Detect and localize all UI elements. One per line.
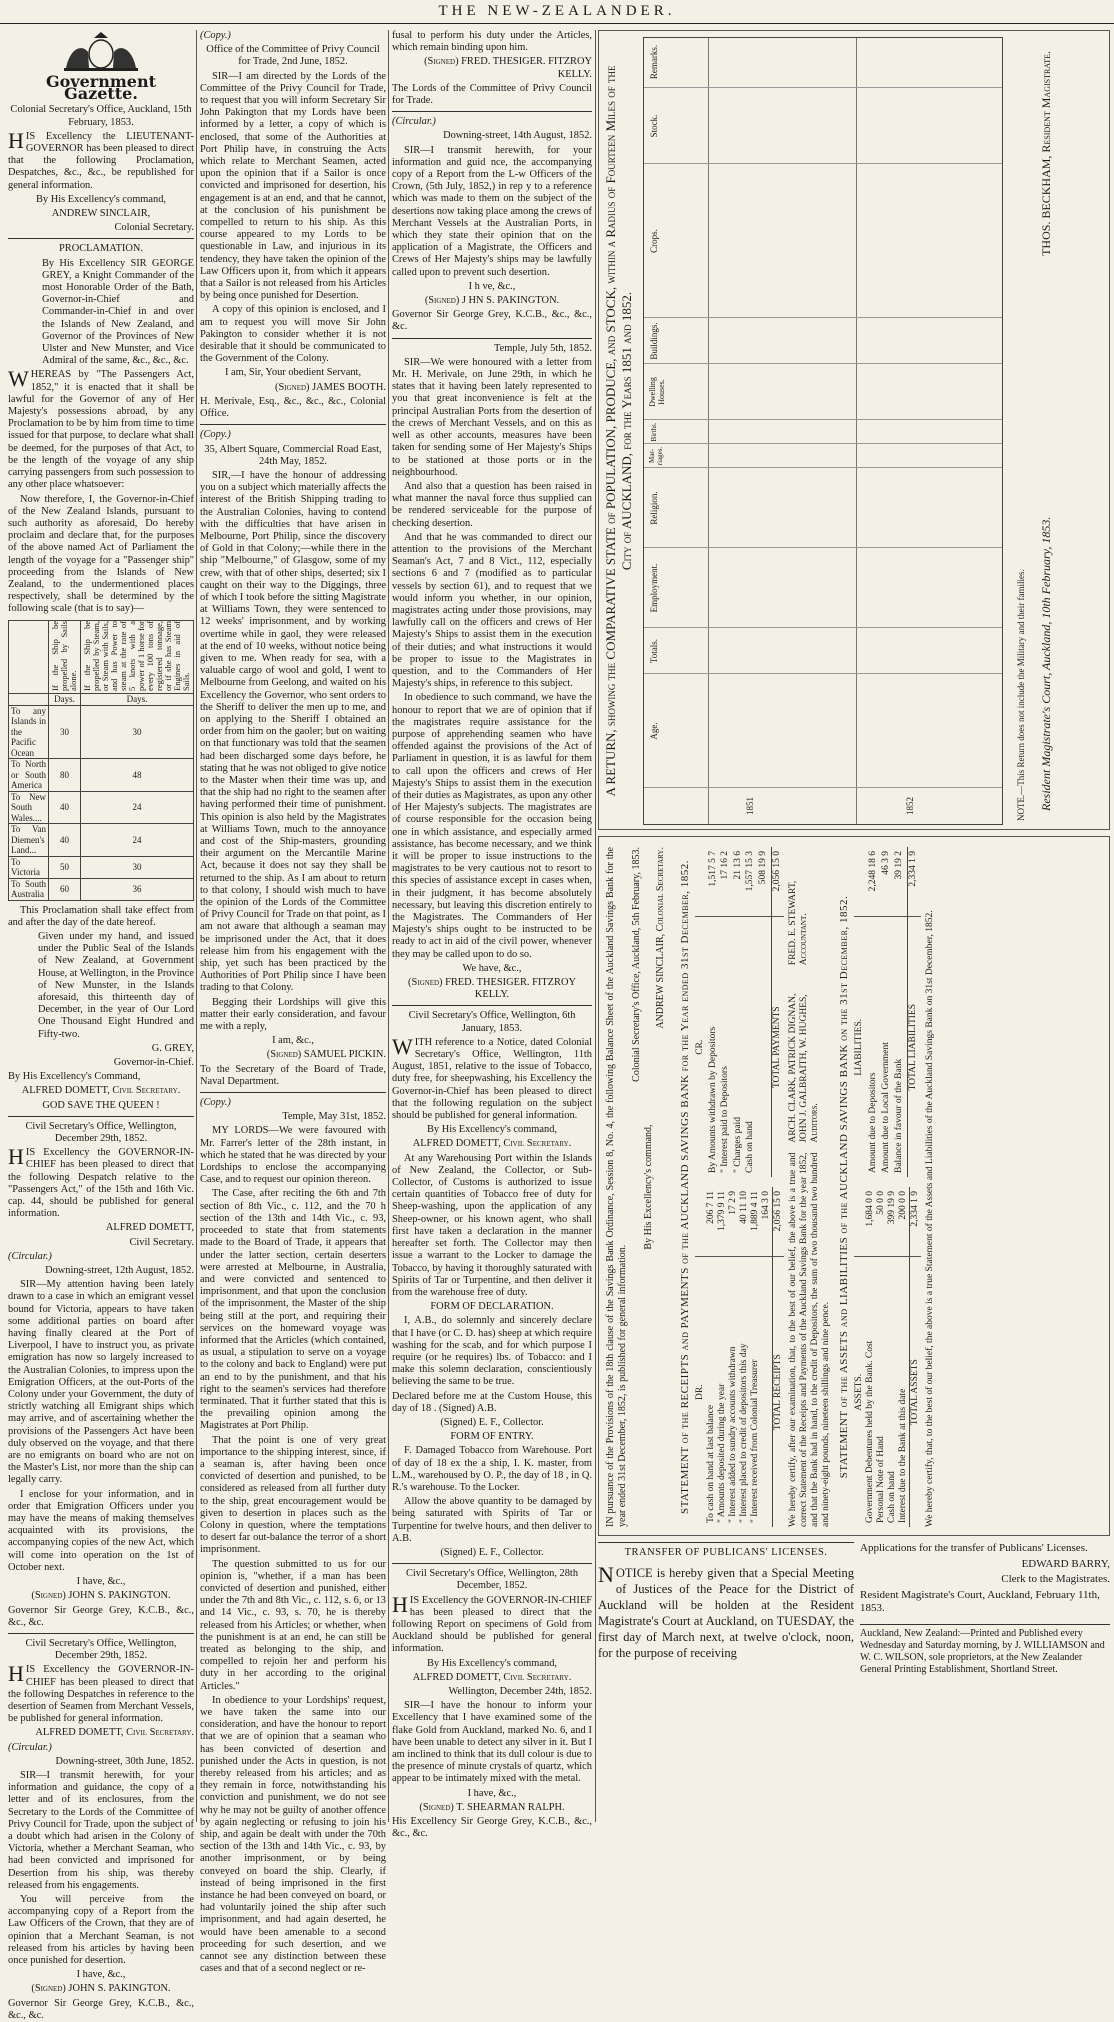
grid-line (644, 363, 1002, 364)
liabilities-table (854, 847, 921, 1177)
group-label: Births. (650, 422, 658, 442)
grid-line (644, 419, 1002, 420)
letter-body: I enclose for your information, and in order that Emigration Officers under you may have the means of making themselves acquainted with its provisions, the accompanying copies of the new Act, which will come into operation on the 1st of October next. (8, 1488, 194, 1573)
column-2 (200, 30, 386, 1975)
form-signature: (Signed) E. F., Collector. (440, 1546, 544, 1558)
dateline: Civil Secretary's Office, Wellington, 6th January, 1853. (408, 1010, 576, 1034)
dateline: Civil Secretary's Office, Wellington, December 29th, 1852. (25, 1637, 177, 1662)
letter-place: Downing-street, 12th August, 1852. (45, 1265, 194, 1277)
form-signature: (Signed) E. F., Collector. (440, 1416, 544, 1428)
governor-signature: G. GREY, (151, 1042, 194, 1054)
letter-body: SIR—I have the honour to inform your Excellency that I have examined some of the flake Gold from Auckland, marked No. 6, and I have been unable to detect any silver in it. But I am inclined to think that its dull colour is due to the presence of minute crystals of quartz, which appear to be intimately mixed with the metal. (392, 1700, 592, 1785)
accountant: FRED. E. STEWART, Accountant. (788, 880, 810, 966)
letter-body: fusal to perform his duty under the Articles, which remain binding upon him. (392, 30, 592, 54)
letter-body: You will perceive from the accompanying copy of a Report from the Law Officers of the Crown, that they are of opinion that a Merchant Seaman, is not released from his articles by having been once punished for desertion. (8, 1893, 194, 1966)
table-row: Amount due to Depositors 2,248 18 6 (868, 847, 881, 1177)
letter-address: H. Merivale, Esq., &c., &c., &c., Colonial Office. (200, 395, 386, 420)
table-row: Personal Note of Hand 50 0 0 (876, 1187, 887, 1527)
group-label: Crops. (649, 229, 659, 253)
column-rule (196, 30, 197, 1822)
letter-signature: (Signed) SAMUEL PICKIN. (266, 1049, 386, 1061)
divider (392, 111, 592, 112)
letter-close: I have, &c., (467, 1787, 517, 1799)
table-header: LIABILITIES. (854, 1018, 865, 1076)
group-label: Remarks. (649, 44, 659, 80)
table-row: To Victoria 50 30 (9, 856, 194, 878)
table-row: " Interest placed to credit of depositors this day 40 11 10 (739, 1187, 750, 1527)
proclamation-p3: This Proclamation shall take effect from and after the day of the date hereof. (8, 904, 194, 928)
divider (200, 1092, 386, 1093)
letter-close: I have, &c., (76, 1576, 126, 1588)
column-rule (595, 30, 596, 1822)
letter-body: SIR,—I have the honour of addressing you on a subject which materially affects the interest of the British Shipping trading to the Australian Colonies, having to contend with the difficulties that have arisen in Melbourne, Port Philip, since the discovery of Gold in that Colony;—while there in the ship "Melbourne," of Glasgow, some of my crew, with that of other ships, deserted; six I caught on their way to the Diggings, three of which I took before the sitting Magistrate at Williams Town, they were sentenced to 12 weeks' imprisonment, and by working overtime while in gaol, they were released at the end of 10 weeks, without notice being given to me. When ready for sea, with a valuable cargo of wool and gold, I went to Melbourne from Geelong, and waited on his Excellency the Governor, who sent orders to the Sheriff to deliver the men up to me, and on applying to the Sheriff I obtained an order from him on the gaoler; but on waiting on that functionary was told that the seamen had been discharged some days before, he stating that he was not obliged to give notice to the Master when their time was up, and that the ship had no right to the seamen after having performed their time of punishment. This opinion is also held by the Magistrates at Williams Town, much to the annoyance and cost of the Ship-masters, grounding their argument on the Mercantile Marine Act, because it does not say they shall be returned to the ship. As I am about to return to that colony, I should wish much to have the opinion of the Lords of the Committee of Privy Council for Trade on that point, as I am not aware that although a seaman may be imprisoned under the Act, that it does release him from his engagement with the ship, yet such has been practiced by the Authorities of Port Philip since I have been trading to that Colony. (200, 469, 386, 994)
letter-signature: (Signed) T. SHEARMAN RALPH. (419, 1801, 565, 1813)
table-row: " Interest paid to Depositors 17 16 2 (720, 847, 733, 1177)
form-body: Declared before me at the Custom House, this day of 18 . (Signed) A.B. (392, 1390, 592, 1414)
notice-body: Applications for the transfer of Publicans' Licenses. (860, 1542, 1088, 1554)
grid-line (644, 673, 1002, 674)
auditors-certificate: We hereby certify, after our examination, that, to the best of our belief, the above is a true and correct Statement of the Receipts and Payments of the Auckland Savings Bank for the year 1852, and that the Bank had in hand, to the credit of Depositors, the sum of two thousand two hundred and ninety-eight pounds, nineteen shillings and nine pence. (788, 1152, 832, 1527)
gazette-title: Government Gazette. (45, 72, 156, 104)
table-row: TOTAL LIABILITIES 2,334 1 9 (908, 847, 922, 1177)
notice-intro: HIS Excellency the GOVERNOR-IN-CHIEF has been pleased to direct that the following Despatches in reference to the desertion of Seamen from Merchant Vessels, be published for general information. (8, 1661, 194, 1725)
table-row: TOTAL PAYMENTS 2,056 15 0 (771, 847, 784, 1177)
publicans-notice-continued (860, 1542, 1110, 1822)
form-body: I, A.B., do solemnly and sincerely declare that I have (or C. D. has) sheep at which require washing for the scab, and for which purpose I require (or he requires) lbs. of Tobacco: and I make this solemn declaration, conscientiously believing the same to be true. (392, 1315, 592, 1388)
grid-line (644, 467, 1002, 468)
grid-line (644, 87, 1002, 88)
signer: ALFRED DOMETT, Civil Secretary. (21, 1085, 181, 1097)
letter-body: SIR—I transmit herewith, for your information and guid nce, the accompanying copy of a Report from the L-w Officers of the Crown, (5th July, 1852,) in rep y to a reference which was made to them on the subject of the desertions now taking place among the crews of Merchant Vessels at the Australian Ports, in which they state their opinion that on the application of a Magistrate, the Officers and Crews of Her Majesty's ships may be lawfully called upon to prevent such desertion. (392, 144, 592, 278)
group-label: Mar-riages. (648, 446, 664, 466)
letter-address: Governor Sir George Grey, K.C.B., &c., &c., &c. (8, 1997, 194, 2021)
signer: ALFRED DOMETT, (105, 1222, 194, 1234)
receipts-table (695, 1187, 784, 1527)
divider (392, 338, 592, 339)
signer: ANDREW SINCLAIR, Colonial Secretary. (655, 847, 666, 1029)
savings-bank-notice (599, 837, 673, 1537)
letter-address: The Lords of the Committee of Privy Council for Trade. (392, 82, 592, 107)
payments-table (695, 847, 784, 1177)
grid-line (644, 163, 1002, 164)
god-save-the-queen: GOD SAVE THE QUEEN ! (42, 1099, 160, 1111)
signer: ALFRED DOMETT, Civil Secretary. (412, 1138, 572, 1150)
return-note: NOTE.—This Return does not include the Military and their families. (1016, 569, 1026, 821)
circular-label: (Circular.) (8, 1741, 52, 1753)
grid-line (644, 317, 1002, 318)
proclamation-given: Given under my hand, and issued under the Public Seal of the Islands of New Zealand, at Government House, at Wellington, in the Province of New Munster, in the Islands aforesaid, this thirteenth day of December, in the year of Our Lord One Thousand Eight Hundred and Fifty-two. (38, 930, 194, 1040)
receipts-title: STATEMENT of the RECEIPTS and PAYMENTS of the AUCKLAND SAVINGS BANK for the Year ended 31st December, 1852. (679, 859, 691, 1515)
group-label: Employment. (649, 563, 659, 613)
by-command: By His Excellency's command, (427, 1124, 557, 1136)
letter-place: Downing-street, 30th June, 1852. (55, 1755, 194, 1767)
year-label: 1852 (905, 797, 915, 815)
letter-signature: (Signed) JAMES BOOTH. (275, 381, 386, 393)
table-row: To South Australia 60 36 (9, 878, 194, 900)
unit: Days. (49, 694, 81, 706)
column-3 (392, 30, 592, 1840)
unit: Days. (81, 694, 194, 706)
divider (200, 424, 386, 425)
group-label: Dwelling Houses. (648, 377, 666, 407)
letter-place: Wellington, December 24th, 1852. (448, 1686, 592, 1697)
table-row: Government Debentures held by the Bank. Cost 1,684 0 0 (865, 1187, 876, 1527)
table-row: By Amounts withdrawn by Depositors 1,517 5 7 (708, 847, 721, 1177)
by-command: By His Excellency's Command, (8, 1071, 141, 1083)
dateline: Civil Secretary's Office, Wellington, 28th December, 1852. (405, 1568, 579, 1592)
form-heading: FORM OF ENTRY. (450, 1431, 534, 1443)
publicans-notice (598, 1542, 854, 1822)
letter-body: And that he was commanded to direct our attention to the provisions of the Merchant Seaman's Act, 7 and 8 Vict., 112, especially sections 6 and 7 (modified as to particular vessels by section 61), and to request that we would inform you whether, in our opinion, magistrates acting under those provisions, may lawfully call on the officers and crews of Her Majesty's Ships to assist them in the execution of their duties; and what instructions it would be proper to issue to the Magistrates in question, and to the Commanders of Her Majesty's ships, in reference to this subject. (392, 531, 592, 690)
form-body: Allow the above quantity to be damaged by being saturated with Spirits of Tar or Turpentine for twelve hours, and then deliver to A.B. (392, 1496, 592, 1544)
table-row: To North or South America 80 48 (9, 759, 194, 792)
notice-intro: HIS Excellency the GOVERNOR-IN-CHIEF has been pleased to direct that the following Despatch relative to the "Passengers Act," of the 15th and 16th Vic. cap. 44, should be published for general information. (8, 1144, 194, 1220)
letter-close: We have, &c., (462, 962, 522, 974)
divider (8, 1116, 194, 1117)
signer: ANDREW SINCLAIR, (51, 208, 151, 220)
proclamation-p1: WHEREAS by "The Passengers Act, 1852," it is enacted that it shall be lawful for the Governor of any of Her Majesty's possessions abroad, by any Proclamation to be by him from time to time issued for that purpose, to declare what shall be deemed, for the purposes of that Act, to be the length of the voyage of any ship carrying passengers from such possession to any other place whatsoever: (8, 366, 194, 491)
notice-intro: IN pursuance of the Provisions of the 18th clause of the Savings Bank Ordinance, Session 8, No. 4, the following Balance Sheet of the Auckland Savings Bank for the year ended 31st December, 1852, is published for general information. (605, 847, 628, 1527)
notice-body: At any Warehousing Port within the Islands of New Zealand, the Collector, or Sub-Collector, of Customs is authorized to issue certain quantities of Tobacco free of duty for Sheep-washing, upon the application of any Sheep-owner, or his known agent, who shall first have taken a declaration in the manner hereafter set forth. The Collector may then issue a warrant to the Locker to damage the Tobacco, by having it thoroughly saturated with Spirits of Tar or Turpentine, and then deliver it from the warehouse free of duty. (392, 1152, 592, 1298)
circular-label: (Circular.) (392, 116, 436, 128)
table-row: To any Islands in the Pacific Ocean 30 30 (9, 705, 194, 759)
printer-imprint: Auckland, New Zealand:—Printed and Published every Wednesday and Saturday morning, by J. WILLIAMSON and W. C. WILSON, sole proprietors, at the New Zealander General Printing Establishment, Shortland Street. (860, 1624, 1110, 1676)
grid-line (708, 38, 709, 824)
grid-line (644, 547, 1002, 548)
royal-arms-icon (56, 30, 146, 74)
letter-signature: (Signed) J HN S. PAKINGTON. (424, 295, 560, 307)
table-row: Cash on hand 399 19 9 (887, 1187, 898, 1527)
letter-address: Governor Sir George Grey, K.C.B., &c., &c., &c. (392, 309, 592, 333)
table-row: To cash on hand at last balance 206 7 11 (706, 1187, 717, 1527)
letter-body: SIR—I am directed by the Lords of the Committee of the Privy Council for Trade, to request that you will inform Secretary Sir John Pakington that my Lords have been informed by a letter, a copy of which is enclosed, that some of the Authorities at Port Philip have, in construing the Acts which relate to Merchant Seamen, acted upon the opinion that if a Sailor is once convicted and imprisoned for desertion, his engagement is at an end, and that he cannot, at the conclusion of his punishment be compelled to return to his ship. As this course appeared to my Lords to be questionable in Law, and injurious in its tendency, they have taken the opinion of the Law Officers upon it, from which it appears that a Sailor is not released from his Articles by being once punished for Desertion. (200, 70, 386, 302)
letter-body: MY LORDS—We were favoured with Mr. Farrer's letter of the 28th instant, in which he stated that he was directed by your Lordships to enclose the accompanying Case, and to request our opinion thereon. (200, 1125, 386, 1186)
dateline: Colonial Secretary's Office, Auckland, 15th February, 1853. (10, 104, 192, 128)
notice-intro: HIS Excellency the LIEUTENANT-GOVERNOR has been pleased to direct that the following Proclamation, Despatches, &c., &c., be republished for general information. (8, 127, 194, 191)
letter-close: I have, &c., (76, 1969, 126, 1981)
group-label: Buildings. (649, 322, 659, 360)
table-header: CR. (695, 1039, 706, 1055)
divider (8, 1633, 194, 1634)
table-header-steam: If the Ship be propelled by Steam, or Steam with Sails, and has Power to steam at the rate of 5 knots with a power of 1 horse for every 100 tons of registered tonnage, or if she has Steam Engines in aid of Sails. (81, 620, 194, 694)
grid-line (856, 38, 857, 824)
auditors: ARCH. CLARK, PATRICK DIGNAN, JOHN J. GALBRAITH, W. HUGHES, Auditors. (788, 993, 821, 1143)
letter-heading: Temple, May 31st, 1852. (282, 1111, 386, 1123)
letter-place: Temple, July 5th, 1852. (494, 342, 592, 354)
grid-line (644, 443, 1002, 444)
group-label: Age. (649, 722, 659, 740)
letter-close: I am, &c., (272, 1035, 314, 1047)
letter-heading: 35, Albert Square, Commercial Road East, 24th May, 1852. (204, 443, 382, 467)
letter-signature: (Signed) JOHN S. PAKINGTON. (31, 1590, 171, 1602)
letter-close: I am, Sir, Your obedient Servant, (224, 367, 362, 379)
table-header-sails: If the Ship be propelled by Sails alone. (49, 620, 81, 694)
divider (8, 238, 194, 239)
proclamation-p2: Now therefore, I, the Governor-in-Chief of the New Zealand Islands, pursuant to such authority as aforesaid, Do hereby proclaim and declare that, for the purposes of the above named Act of Parliament the length of the voyage for a "Passenger ship" proceeding from the Islands of New Zealand, to the undermentioned places respectively, shall be determined by the following scale (that is to say)— (8, 493, 194, 615)
letter-signature: (Signed) JOHN S. PAKINGTON. (31, 1983, 171, 1995)
column-1 (8, 30, 194, 2021)
proclamation-preamble: By His Excellency SIR GEORGE GREY, a Knight Commander of the most Honorable Order of the Bath, Governor-in-Chief and Commander-in-Chief in and over the Islands of New Zealand, and Governor of the Provinces of New Ulster and New Munster, and Vice Admiral of the same, &c., &c., &c. (42, 257, 194, 367)
signer: EDWARD BARRY, (1021, 1557, 1110, 1570)
masthead: THE NEW-ZEALANDER. (0, 0, 1114, 24)
signer-title: Civil Secretary. (129, 1236, 194, 1248)
return-title: A RETURN, showing the COMPARATIVE STATE of POPULATION, PRODUCE, and STOCK, within a Radius of Fourteen Miles of the City of AUCKLAND, for the Years 1851 and 1852. (603, 65, 634, 797)
letter-body: That the point is one of very great importance to the shipping interest, since, if a seaman is, after having been once convicted of desertion and punished, to be considered as released from all further duty to the ship, great encouragement would be given to desertion in places such as the Colony in question, where the temptations to desert far out-balance the terror of a short imprisonment. (200, 1434, 386, 1556)
group-label: Stock. (649, 114, 659, 138)
assets-certificate: We hereby certify, that, to the best of our belief, the above is a true Statement of the Assets and Liabilities of the Auckland Savings Bank on 31st December, 1852. (925, 910, 936, 1527)
copy-label: (Copy.) (200, 30, 231, 41)
letter-place: Downing-street, 14th August, 1852. (443, 130, 592, 142)
notice-title: TRANSFER OF PUBLICANS' LICENSES. (598, 1542, 854, 1559)
grid-line (644, 787, 1002, 788)
letter-body: And also that a question has been raised in what manner the naval force thus supplied can be rendered serviceable for the purpose of checking desertion. (392, 480, 592, 529)
circular-label: (Circular.) (8, 1250, 52, 1262)
signer-title: Colonial Secretary. (114, 222, 194, 234)
notice-place: Resident Magistrate's Court, Auckland, February 11th, 1853. (860, 1588, 1100, 1614)
letter-body: Begging their Lordships will give this matter their early consideration, and favour me with a reply, (200, 996, 386, 1033)
voyage-length-table (8, 620, 194, 901)
by-command: By His Excellency's command, (643, 1124, 654, 1250)
by-command: By His Excellency's command, (427, 1657, 557, 1669)
table-row: TOTAL ASSETS 2,334 1 9 (910, 1187, 922, 1527)
table-row: 164 3 0 (761, 1187, 773, 1527)
notice-intro: WITH reference to a Notice, dated Colonial Secretary's Office, Wellington, 11th August, 1851, relative to the issue of Tobacco, duty free, for sheepwashing, his Excellency the Governor-in-Chief has been pleased to direct that the following regulation on the subject should be published for general information. (392, 1033, 592, 1122)
table-row: Amount due to Local Government 46 3 9 (881, 847, 894, 1177)
letter-address: His Excellency Sir George Grey, K.C.B., &c., &c., &c. (392, 1816, 592, 1840)
letter-address: Governor Sir George Grey, K.C.B., &c., &c., &c. (8, 1604, 194, 1628)
table-row: TOTAL RECEIPTS 2,056 15 0 (773, 1187, 785, 1527)
letter-body: SIR—We were honoured with a letter from Mr. H. Merivale, on June 29th, in which he states that it having been lately represented to you that great inconvenience is felt at the principal Australian Ports from the desertion of the crews of Merchant Vessels, and on this as well as other accounts, measures have been taken for sending some of Her Majesty's Ships to be stationed at those ports or in the neighbourhood. (392, 356, 592, 478)
form-body: F. Damaged Tobacco from Warehouse. Port of day of 18 ex the a ship, I. K. master, from L.M., warehoused by O. P., the day of 18 , in Q. R.'s warehouse. To the Locker. (392, 1445, 592, 1493)
return-signature: THOS. BECKHAM, Resident Magistrate. (1039, 51, 1053, 256)
divider (392, 1005, 592, 1006)
column-rule (388, 30, 389, 1822)
notice-body: NOTICE is hereby given that a Special Meeting of Justices of the Peace for the District of Auckland will be holden at the Resident Magistrate's Court at Auckland, on TUESDAY, the first day of March next, at twelve o'clock, noon, for the purpose of receiving (598, 1562, 854, 1661)
return-grid (643, 37, 1003, 825)
assets-title: STATEMENT of the ASSETS and LIABILITIES of the AUCKLAND SAVINGS BANK on the 31st December, 1852. (838, 895, 851, 1479)
letter-body: The question submitted to us for our opinion is, "whether, if a man has been convicted of desertion and punished, either under the 7th and 8th Vic., c. 112, s. 6, or 13 and 14 Vic., c. 93, s. 70, he is thereby released from his Articles; or whether, when the punishment is at an end, he can still be treated as belonging to the ship, and compelled to rejoin her and perform his duty in her according to the original Articles." (200, 1558, 386, 1692)
table-row: Interest due to the Bank at this date 200 0 0 (898, 1187, 910, 1527)
signer: ALFRED DOMETT, Civil Secretary. (412, 1671, 572, 1683)
dateline: Colonial Secretary's Office, Auckland, 5th February, 1853. (631, 847, 642, 1082)
letter-body: The Case, after reciting the 6th and 7th section of 8th Vic., c. 112, and the 70 h section of the 13th and 14th Vic., c. 93, proceeded to state that from statements made to the Board of Trade, it appears that under the latter section, certain deserters were arrested at Melbourne, in Australia, and were convicted and sentenced to imprisonment, and that upon the conclusion of the imprisonment, the Master of the ship being still at the port, and requiring their services on the homeward voyage was informed that the Articles (which contained, as usual, a stipulation to serve on a voyage to the colony and back to England) were put an end to by the punishment, and that his right to the seamen's services had therefore terminated. That it further stated that this is the prevailing opinion among the Magistrates at Port Philip. (200, 1188, 386, 1432)
letter-signature: (Signed) FRED. THESIGER. FITZROY KELLY. (408, 977, 576, 1001)
table-row: To New South Wales.... 40 24 (9, 791, 194, 824)
by-command: By His Excellency's command, (36, 193, 166, 205)
table-row: " Charges paid 21 13 6 (733, 847, 746, 1177)
letter-heading: Office of the Committee of Privy Council for Trade, 2nd June, 1852. (206, 44, 380, 68)
copy-label: (Copy.) (200, 1097, 231, 1109)
proclamation-heading: PROCLAMATION. (59, 243, 143, 255)
table-header: ASSETS. (854, 1373, 865, 1411)
letter-address: To the Secretary of the Board of Trade, Naval Department. (200, 1063, 386, 1087)
letter-signature: (Signed) FRED. THESIGER. FITZROY KELLY. (424, 56, 592, 80)
group-label: Religion. (649, 491, 659, 525)
notice-intro: HIS Excellency the GOVERNOR-IN-CHIEF has been pleased to direct that the following Report on specimens of Gold from Auckland should be published for general information. (392, 1591, 592, 1655)
grid-line (644, 627, 1002, 628)
governor-title: Governor-in-Chief. (113, 1056, 194, 1068)
letter-body: In obedience to your Lordships' request, we have taken the same into our consideration, and have the honour to report that we are of opinion that a seaman who has been convicted of desertion and punished under the Acts in question, is not thereby released from his articles; and as they remain in force, notwithstanding his conviction and punishment, we do not see why he may not be guilty of another offence by again neglecting or refusing to join his ship, and again be dealt with under the 70th section of the 13th and 14th Vic., c. 93, by another imprisonment, or by being conveyed on board the ship. Clearly, if instead of being imprisoned in the first instance he had been conveyed on board, or had voluntarily joined the ship after such imprisonment, and had again deserted, he would have been amenable to a second proceeding for such desertion, and we cannot see any distinction between these cases and that of a second neglect or re- (200, 1694, 386, 1975)
assets-table (854, 1187, 921, 1527)
copy-label: (Copy.) (200, 429, 231, 441)
divider (392, 1563, 592, 1564)
table-row: Cash on hand 1,557 15 3 (745, 847, 758, 1177)
return-place: Resident Magistrate's Court, Auckland, 10th February, 1853. (1039, 516, 1053, 811)
letter-body: SIR—My attention having been lately drawn to a case in which an emigrant vessel bound for Victoria, appears to have taken some additional parties on board after having finally cleared at the Port of Liverpool, I have to instruct you, as private emigration has now so largely increased to the Australian Colonies, to impress upon the Emigration Officers, at the out-Ports of the Colony under your Government, the duty of strictly watching all Emigrant ships which may arrive, and of ascertaining whether the provisions of the Passengers Act have been duly observed on the voyage, and that there are no emigrants on board who are not on the Master's List, nor more than the ship can legally carry. (8, 1279, 194, 1486)
table-row: To Van Diemen's Land... 40 24 (9, 824, 194, 857)
form-heading: FORM OF DECLARATION. (430, 1301, 554, 1313)
table-row: " Interest added to sundry accounts withdrawn 17 2 9 (728, 1187, 739, 1527)
letter-body: SIR—I transmit herewith, for your information and guidance, the copy of a letter and of its enclosures, from the Secretary to the Lords of the Committee of Privy Council for Trade, upon the subject of a doubt which had arisen in the Colony of Victoria, whether a Merchant Seaman, who had been convicted and imprisoned for Desertion from his ship, was thereby released from his engagements. (8, 1769, 194, 1891)
dateline: Civil Secretary's Office, Wellington, December 29th, 1852. (25, 1120, 177, 1144)
table-row: 508 19 9 (758, 847, 771, 1177)
letter-body: In obedience to such command, we have the honour to report that we are of opinion that if the magistrates require assistance for the purpose of apprehending seamen who have offended against the provisions of the Act of Parliament in question, it is as lawful for them to call upon the officers and crews of Her Majesty's Ships to assist them in the execution of their duties as Magistrates, as upon any other of Her Majesty's subjects. The magistrates are of course responsible for the occasion being one in which assistance, and especially armed assistance, has become necessary, and we think it will be proper to issue instructions to the magistrates to be very cautious not to resort to this species of assistance except in cases when, in their judgment, it has become absolutely necessary, but leaving this discretion entirely to the Magistrates. The Commanders of Her Majesty's ships ought to be instructed to be ready to act in aid of the civil power, whenever they may be called upon to do so. (392, 692, 592, 960)
letter-close: I h ve, &c., (468, 280, 516, 292)
table-row: Balance in favour of the Bank 39 19 2 (894, 847, 908, 1177)
letter-body: A copy of this opinion is enclosed, and I am to request you will move Sir John Pakington to consider whether it is not desirable that it should be communicated to the Government of the Colony. (200, 304, 386, 365)
signer: ALFRED DOMETT, Civil Secretary. (35, 1727, 194, 1739)
year-label: 1851 (745, 797, 755, 815)
table-header: DR. (695, 1384, 706, 1401)
group-label: Totals. (649, 638, 659, 664)
population-return-table (598, 30, 1110, 830)
signer-title: Clerk to the Magistrates. (1001, 1573, 1110, 1585)
savings-bank-statements (598, 836, 1110, 1536)
table-row: " Interest received from Colonial Treasurer 1,889 4 11 (750, 1187, 761, 1527)
table-row: " Amounts deposited during the year 1,379 9 11 (717, 1187, 728, 1527)
